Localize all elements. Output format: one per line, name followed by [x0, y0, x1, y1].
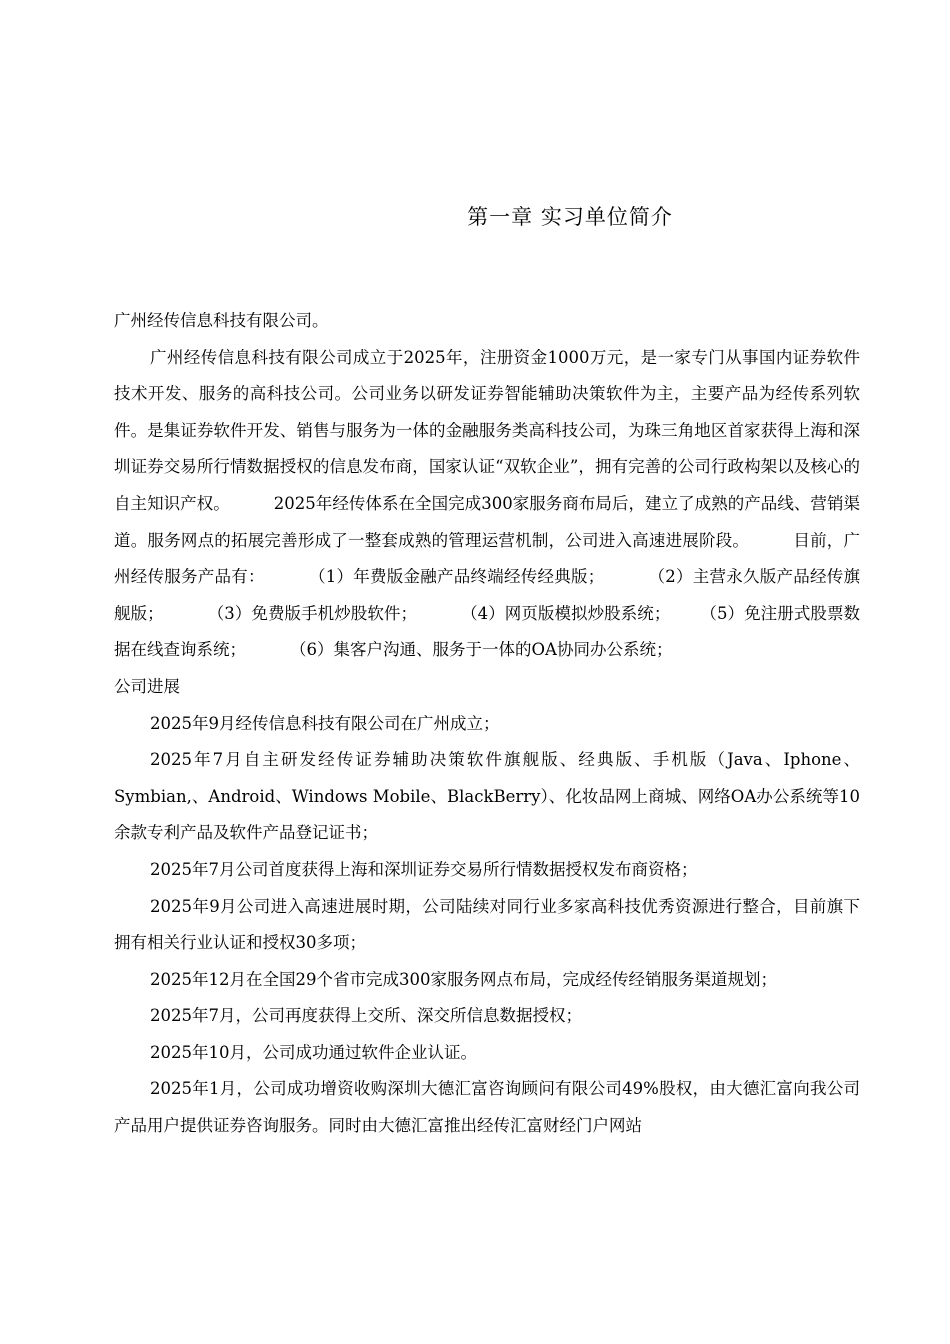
chapter-title: 第一章 实习单位简介 [467, 205, 673, 229]
milestone-item: 2025年7月自主研发经传证券辅助决策软件旗舰版、经典版、手机版（Java、Iphone、Symbian,、Android、Windows Mobile、BlackBerry）、化妆品网上商城、网络OA办公系统等10余款专利产品及软件产品登记证书； [114, 750, 860, 843]
product-item: （4）网页版模拟炒股系统； [461, 603, 671, 623]
product-item: （1）年费版金融产品终端经传经典版； [308, 567, 605, 587]
product-item: （5）免注册式股票数据在线查询系统； [114, 603, 861, 660]
document-body [114, 303, 860, 1145]
products-intro: 目前，广州经传服务产品有： [114, 530, 861, 587]
intro-paragraph [114, 340, 860, 669]
product-item: （2）主营永久版产品经传旗舰版； [114, 567, 860, 623]
product-item: （6）集客户沟通、服务于一体的OA协同办公系统； [290, 640, 673, 660]
milestone-item: 2025年10月，公司成功通过软件企业认证。 [150, 1042, 477, 1062]
milestone-item: 2025年9月公司进入高速进展时期，公司陆续对同行业多家高科技优秀资源进行整合，目前旗下拥有相关行业认证和授权30多项； [114, 896, 860, 953]
milestone-item: 2025年12月在全国29个省市完成300家服务网点布局，完成经传经销服务渠道规划； [150, 969, 777, 989]
product-item: （3）免费版手机炒股软件； [207, 603, 417, 623]
intro-text: 广州经传信息科技有限公司成立于2025年，注册资金1000万元，是一家专门从事国内证券软件技术开发、服务的高科技公司。公司业务以研发证券智能辅助决策软件为主，主要产品为经传系列软件。是集证券软件开发、销售与服务为一体的金融服务类高科技公司，为珠三角地区首家获得上海和深圳证券交易所行情数据授权的信息发布商，国家认证“双软企业”，拥有完善的公司行政构架以及核心的自主知识产权。 [114, 347, 860, 513]
milestone-item: 2025年7月，公司再度获得上交所、深交所信息数据授权； [150, 1006, 582, 1026]
progress-heading: 公司进展 [114, 676, 180, 696]
milestone-item: 2025年1月，公司成功增资收购深圳大德汇富咨询顾问有限公司49%股权，由大德汇富向我公司产品用户提供证券咨询服务。同时由大德汇富推出经传汇富财经门户网站 [114, 1079, 860, 1136]
milestone-item: 2025年9月经传信息科技有限公司在广州成立； [150, 713, 500, 733]
intro-text-2: 2025年经传体系在全国完成300家服务商布局后，建立了成熟的产品线、营销渠道。服务网点的拓展完善形成了一整套成熟的管理运营机制，公司进入高速进展阶段。 [114, 493, 860, 550]
company-heading: 广州经传信息科技有限公司。 [114, 311, 329, 330]
milestone-item: 2025年7月公司首度获得上海和深圳证券交易所行情数据授权发布商资格； [150, 859, 698, 879]
